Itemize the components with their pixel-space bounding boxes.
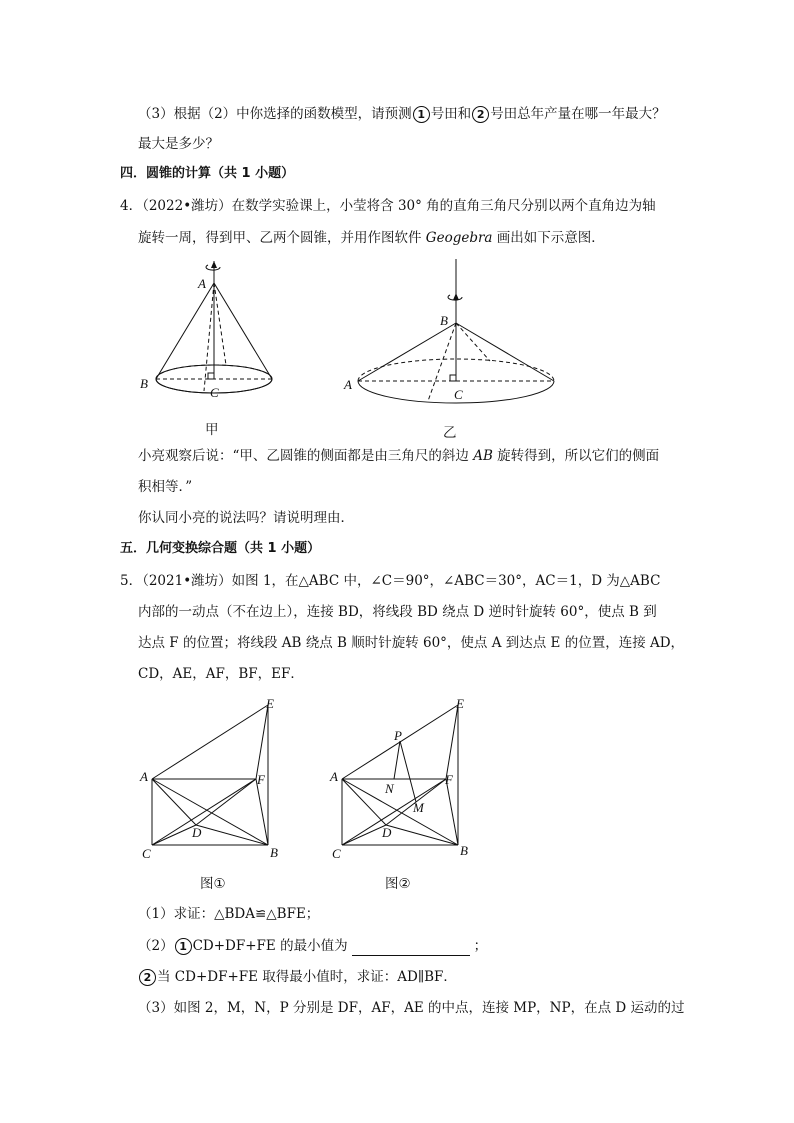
- figure-caption-jia: 甲: [205, 422, 219, 438]
- p4-line3-b: 旋转得到，所以它们的侧面: [492, 448, 660, 464]
- section5-title: 五．几何变换综合题（共 1 小题）: [120, 541, 321, 556]
- label-c: C: [332, 846, 341, 861]
- p5-part2-a: （2）: [138, 938, 174, 954]
- figure-caption-1: 图①: [200, 876, 226, 892]
- q3-text-b: 号田和: [430, 106, 472, 122]
- p5-line1: 5．（2021•潍坊）如图 1，在△ABC 中，∠C＝90°，∠ABC＝30°，AC＝1，D 为△ABC: [120, 573, 661, 589]
- circled-two: 2: [472, 106, 489, 123]
- q3-text-c: 号田总年产量在哪一年最大？: [490, 106, 666, 122]
- label-e: E: [266, 696, 274, 711]
- p5-part2: [138, 936, 487, 956]
- label-c: C: [210, 385, 219, 400]
- figure-caption-2: 图②: [385, 876, 411, 892]
- label-b: B: [440, 313, 448, 328]
- p5-line3: 达点 F 的位置；将线段 AB 绕点 B 顺时针旋转 60°，使点 A 到达点 E 的位置，连接 AD，: [138, 635, 685, 651]
- q3-line2: 最大是多少？: [138, 136, 219, 152]
- answer-blank[interactable]: [352, 941, 470, 956]
- p4-line2: [138, 228, 605, 248]
- p5-line2: 内部的一动点（不在边上），连接 BD，将线段 BD 绕点 D 逆时针旋转 60°，使点 B 到: [138, 604, 657, 620]
- geometry-figure-1: [138, 695, 288, 865]
- label-m: M: [413, 800, 424, 815]
- cone-figure-jia: [130, 255, 290, 405]
- label-f: F: [445, 772, 453, 787]
- circled-one: 1: [413, 106, 430, 123]
- label-b: B: [460, 843, 468, 858]
- geometry-figure-2: [328, 695, 478, 865]
- label-f: F: [257, 772, 265, 787]
- p4-line1: 4．（2022•潍坊）在数学实验课上，小莹将含 30° 角的直角三角尺分别以两个直角边为轴: [120, 198, 656, 214]
- p4-ab: AB: [473, 448, 493, 464]
- p5-part1: （1）求证：△BDA≌△BFE；: [138, 906, 320, 922]
- p4-line3-a: 小亮观察后说：“甲、乙圆锥的侧面都是由三角尺的斜边: [138, 448, 474, 464]
- p5-line4: CD，AE，AF，BF，EF．: [138, 666, 304, 682]
- q3-line1: [138, 104, 666, 124]
- label-a: A: [198, 276, 206, 291]
- circled-two: 2: [139, 969, 156, 986]
- label-c: C: [454, 387, 463, 402]
- label-p: P: [394, 728, 402, 743]
- cone-figure-yi: [340, 255, 570, 415]
- p5-part2-b: CD+DF+FE 的最小值为: [192, 938, 348, 954]
- p4-line2-b: 画出如下示意图．: [492, 230, 605, 246]
- p5-part2-line2-text: 当 CD+DF+FE 取得最小值时，求证：AD∥BF．: [157, 969, 457, 985]
- p4-line2-a: 旋转一周，得到甲、乙两个圆锥，并用作图软件: [138, 230, 426, 246]
- q3-text-a: （3）根据（2）中你选择的函数模型，请预测: [138, 106, 412, 122]
- p5-part2-end: ；: [473, 938, 488, 954]
- p5-part3: （3）如图 2，M，N，P 分别是 DF，AF，AE 的中点，连接 MP，NP，在点 D 运动的过: [138, 1000, 685, 1016]
- circled-one: 1: [175, 938, 192, 955]
- label-a: A: [330, 769, 338, 784]
- p4-line4: 积相等．”: [138, 479, 193, 495]
- label-n: N: [385, 781, 394, 796]
- label-b: B: [140, 376, 148, 391]
- label-d: D: [382, 825, 392, 840]
- label-c: C: [142, 846, 151, 861]
- label-e: E: [456, 696, 464, 711]
- p4-line3: [138, 446, 659, 466]
- p5-part2-line2: [138, 967, 457, 987]
- p4-software: Geogebra: [425, 230, 493, 246]
- p4-line5: 你认同小亮的说法吗？请说明理由．: [138, 510, 354, 526]
- figure-caption-yi: 乙: [443, 425, 457, 441]
- label-b: B: [270, 845, 278, 860]
- label-a: A: [344, 377, 352, 392]
- label-a: A: [140, 769, 148, 784]
- section4-title: 四．圆锥的计算（共 1 小题）: [120, 166, 295, 181]
- label-d: D: [192, 825, 202, 840]
